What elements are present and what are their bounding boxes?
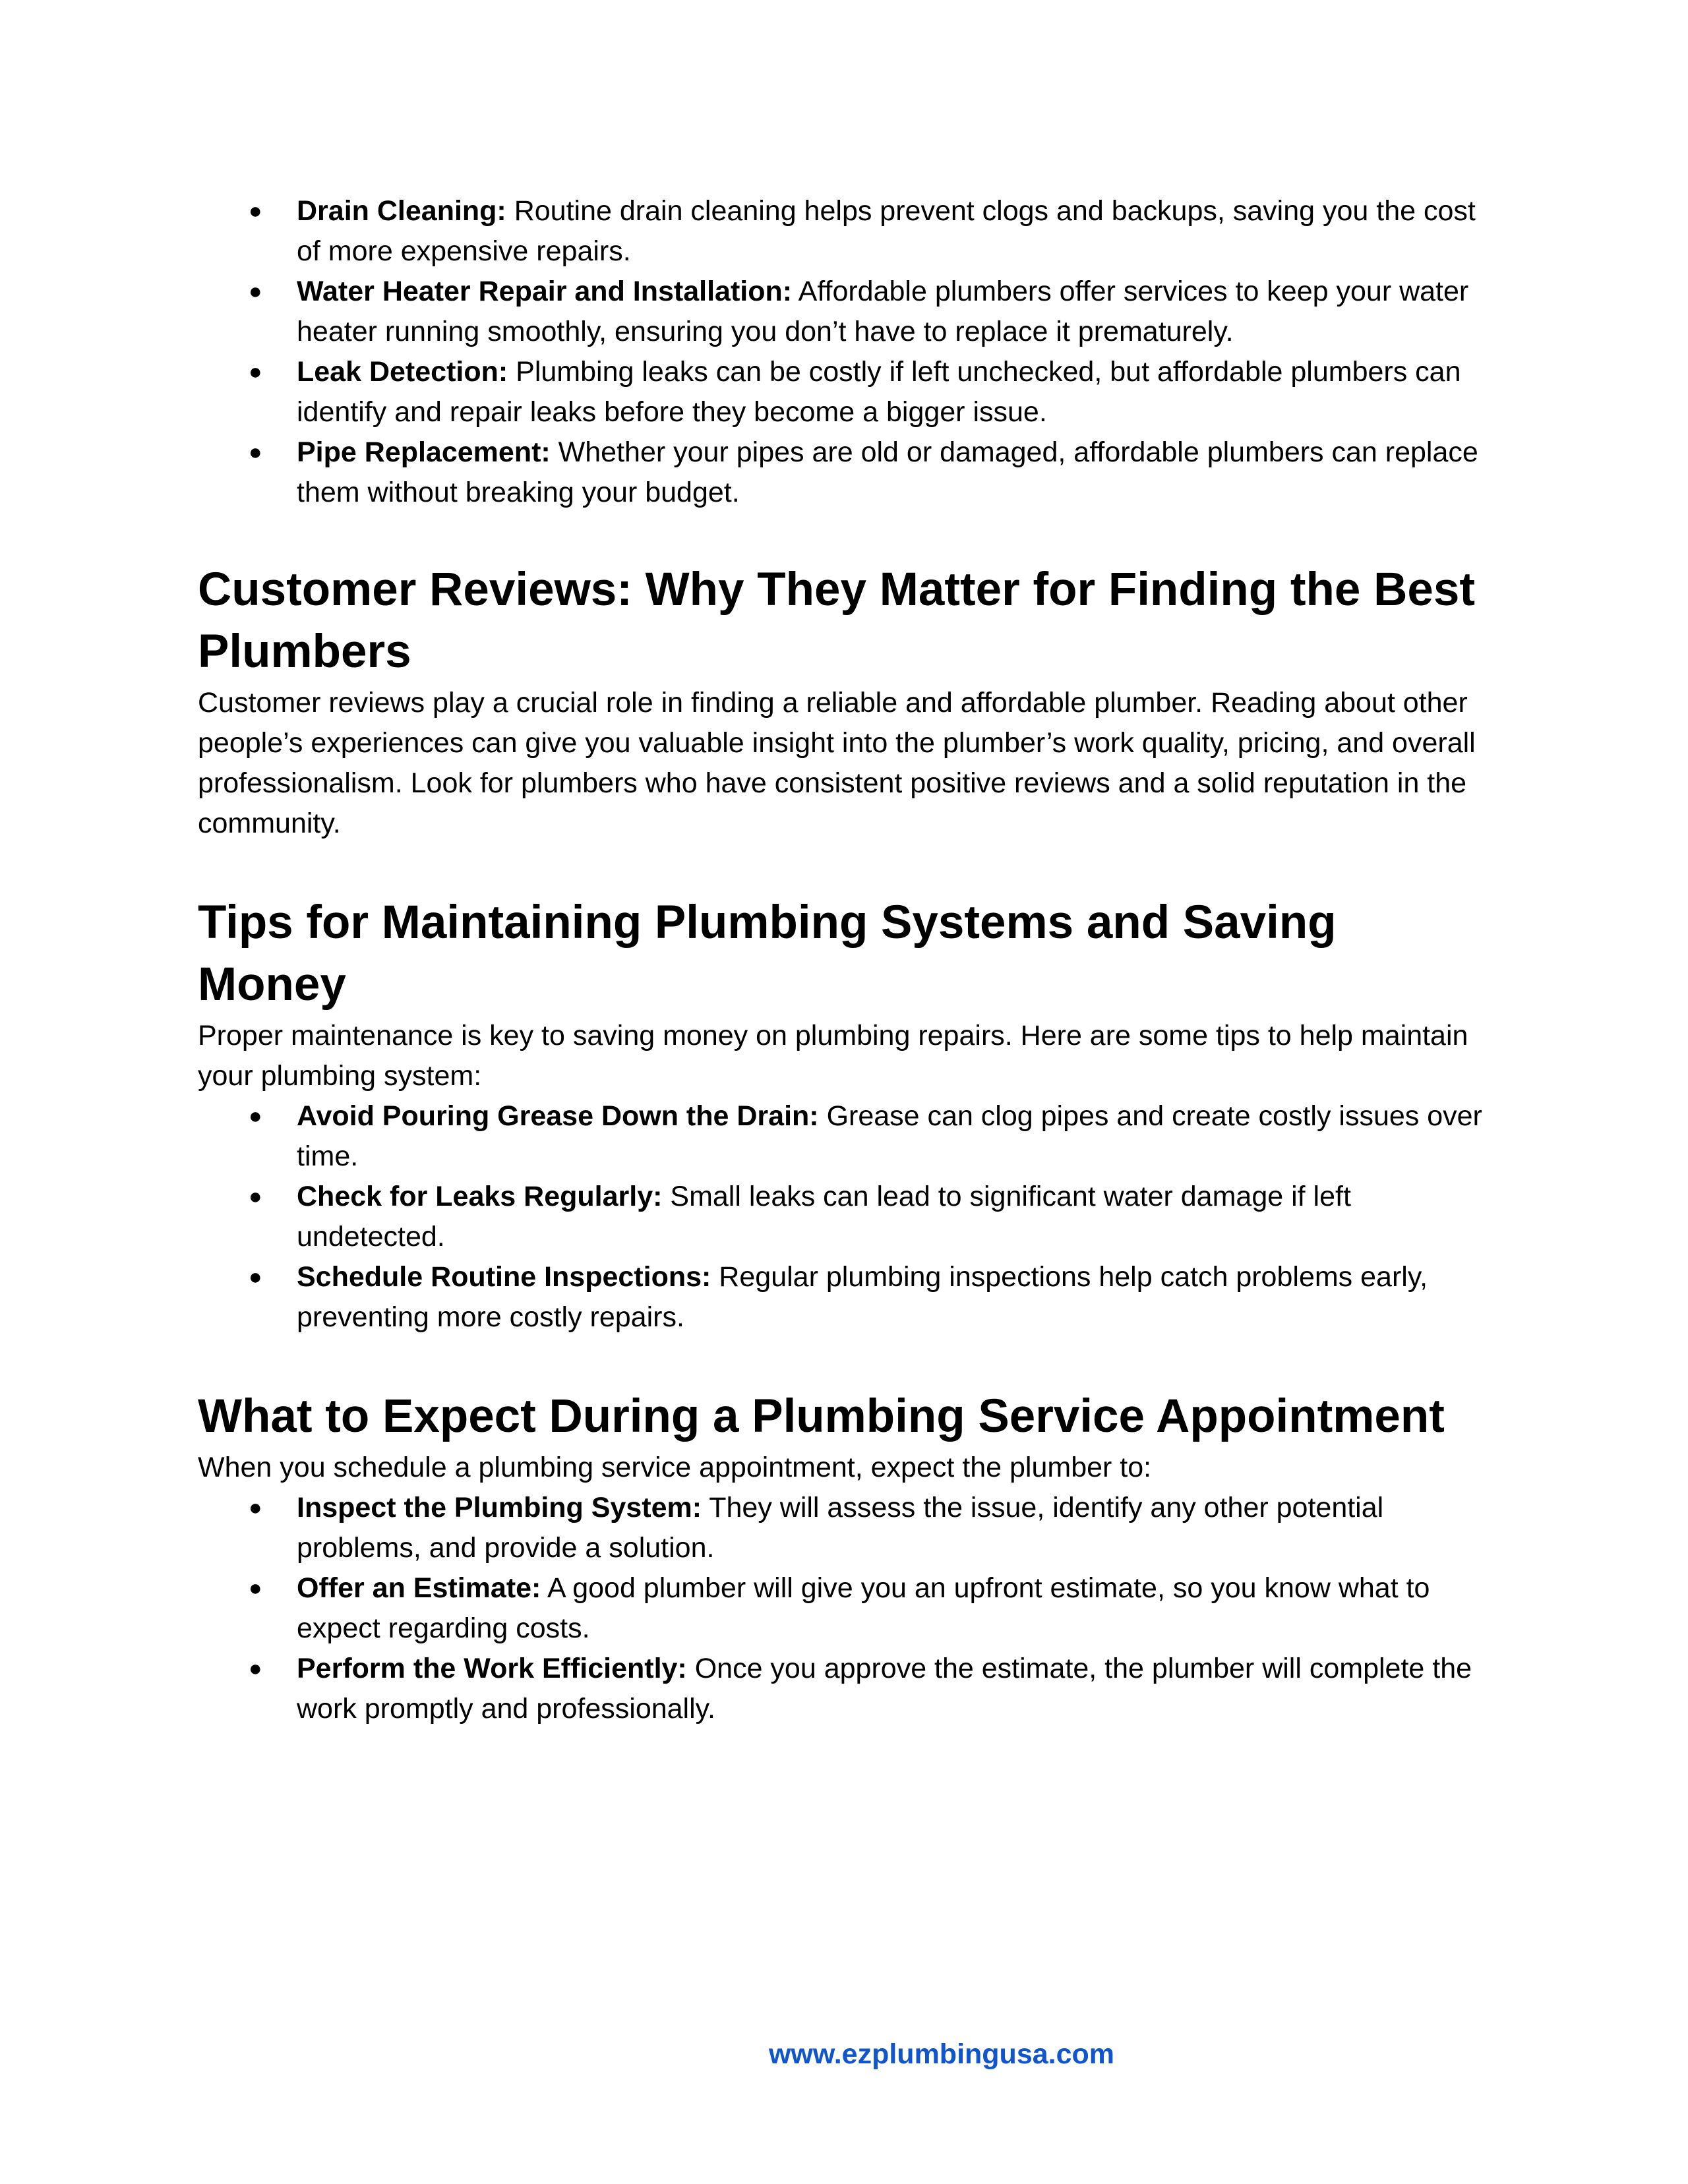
bullet-icon: ● [249, 1184, 262, 1209]
list-item-term: Water Heater Repair and Installation: [297, 276, 793, 307]
bullet-icon: ● [249, 198, 262, 223]
bullet-icon: ● [249, 279, 262, 304]
list-item-term: Schedule Routine Inspections: [297, 1261, 711, 1293]
bullet-icon: ● [249, 1104, 262, 1129]
list-item [249, 1649, 1490, 1729]
list-item-text: Whether your pipes are old or damaged, affordable plumbers can replace them without breaking your budget. [297, 436, 1478, 508]
list-item-term: Inspect the Plumbing System: [297, 1492, 702, 1523]
tips-heading: Tips for Maintaining Plumbing Systems and Saving Money [198, 897, 1337, 1011]
services-list [198, 191, 1490, 513]
list-item-text: Plumbing leaks can be costly if left unchecked, but affordable plumbers can identify and repair leaks before they become a bigger issue. [297, 356, 1461, 428]
list-item [249, 191, 1490, 272]
list-item-term: Leak Detection: [297, 356, 508, 388]
list-item [249, 432, 1490, 513]
list-item-text: Regular plumbing inspections help catch problems early, preventing more costly repairs. [297, 1261, 1428, 1333]
bullet-icon: ● [249, 440, 262, 465]
list-item-text: Affordable plumbers offer services to keep your water heater running smoothly, ensuring you don’t have to replace it prematurely. [297, 276, 1469, 347]
list-item [249, 1568, 1490, 1649]
expect-list [198, 1488, 1490, 1729]
list-item-term: Offer an Estimate: [297, 1572, 541, 1604]
list-item-text: Grease can clog pipes and create costly issues over time. [297, 1100, 1482, 1172]
bullet-icon: ● [249, 359, 262, 384]
list-item [249, 1096, 1490, 1177]
footer-website-link[interactable]: www.ezplumbingusa.com [768, 2038, 1115, 2070]
list-item [249, 1257, 1490, 1338]
reviews-paragraph: Customer reviews play a crucial role in finding a reliable and affordable plumber. Reading about other people’s experiences can give you valuable insight into the plumber’s work quality, pricing, and overall professionalism. Look for plumbers who have consistent positive reviews and a solid reputation in the community. [198, 687, 1476, 839]
list-item-term: Perform the Work Efficiently: [297, 1653, 687, 1684]
list-item-text: Routine drain cleaning helps prevent clogs and backups, saving you the cost of more expensive repairs. [297, 195, 1476, 267]
tips-paragraph: Proper maintenance is key to saving money on plumbing repairs. Here are some tips to help maintain your plumbing system: [198, 1020, 1468, 1092]
expect-heading: What to Expect During a Plumbing Service Appointment [198, 1390, 1445, 1442]
reviews-heading: Customer Reviews: Why They Matter for Finding the Best Plumbers [198, 564, 1475, 678]
bullet-icon: ● [249, 1576, 262, 1601]
list-item-term: Drain Cleaning: [297, 195, 506, 227]
list-item-text: Once you approve the estimate, the plumber will complete the work promptly and professionally. [297, 1653, 1472, 1725]
list-item-term: Avoid Pouring Grease Down the Drain: [297, 1100, 819, 1132]
list-item-text: They will assess the issue, identify any other potential problems, and provide a solution. [297, 1492, 1384, 1564]
list-item-term: Pipe Replacement: [297, 436, 551, 468]
list-item [249, 1177, 1490, 1257]
bullet-icon: ● [249, 1495, 262, 1520]
list-item [249, 1488, 1490, 1568]
list-item-text: Small leaks can lead to significant water damage if left undetected. [297, 1181, 1351, 1253]
list-item-term: Check for Leaks Regularly: [297, 1181, 663, 1212]
bullet-icon: ● [249, 1656, 262, 1681]
tips-list [198, 1096, 1490, 1338]
document-content [198, 191, 1490, 1729]
bullet-icon: ● [249, 1264, 262, 1289]
list-item [249, 272, 1490, 352]
list-item-text: A good plumber will give you an upfront estimate, so you know what to expect regarding costs. [297, 1572, 1430, 1644]
expect-paragraph: When you schedule a plumbing service appointment, expect the plumber to: [198, 1452, 1152, 1483]
list-item [249, 352, 1490, 432]
footer [0, 2034, 1688, 2075]
